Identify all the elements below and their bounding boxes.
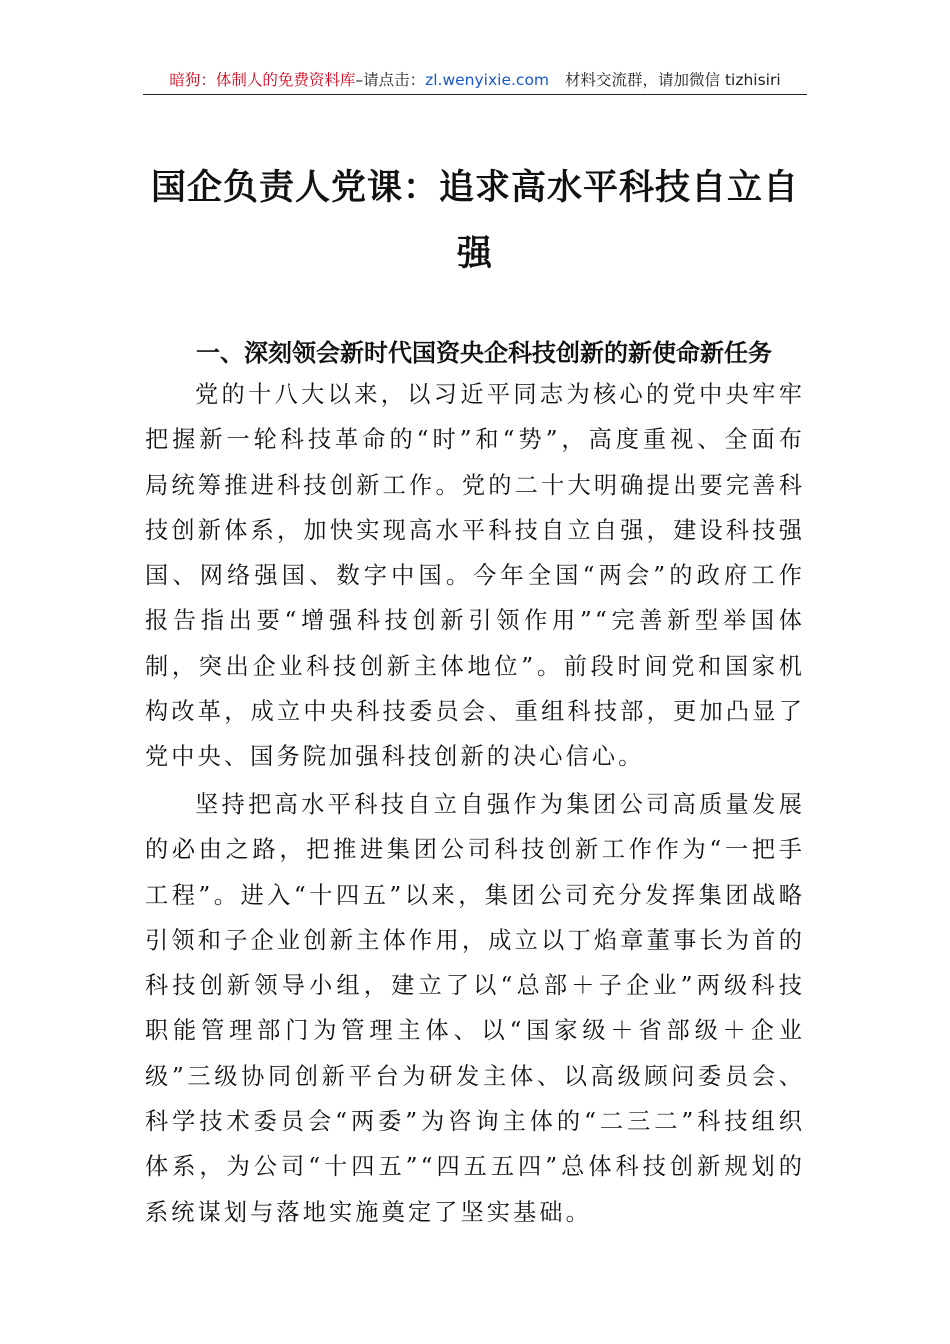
body-paragraph-1-block (145, 372, 805, 780)
document-title: 国企负责人党课：追求高水平科技自立自强 (150, 167, 799, 274)
page-header (143, 68, 807, 95)
body-paragraph: 坚持把高水平科技自立自强作为集团公司高质量发展的必由之路，把推进集团公司科技创新工作作为“一把手工程”。进入“十四五”以来，集团公司充分发挥集团战略引领和子企业创新主体作用，成立以丁焰章董事长为首的科技创新领导小组，建立了以“总部＋子企业”两级科技职能管理部门为管理主体、以“国家级＋省部级＋企业级”三级协同创新平台为研发主体、以高级顾问委员会、科学技术委员会“两委”为咨询主体的“二三二”科技组织体系，为公司“十四五”“四五五四”总体科技创新规划的系统谋划与落地实施奠定了坚实基础。 (145, 791, 805, 1226)
body-paragraph-2-block (145, 782, 805, 1235)
header-url-link[interactable]: zl.wenyixie.com (425, 71, 550, 89)
header-group-note: 材料交流群，请加微信 tizhisiri (565, 71, 781, 89)
header-brand: 暗狗：体制人的免费资料库 (169, 71, 356, 89)
body-paragraph: 党的十八大以来，以习近平同志为核心的党中央牢牢把握新一轮科技革命的“时”和“势”，高度重视、全面布局统筹推进科技创新工作。党的二十大明确提出要完善科技创新体系，加快实现高水平科技自立自强，建设科技强国、网络强国、数字中国。今年全国“两会”的政府工作报告指出要“增强科技创新引领作用”“完善新型举国体制，突出企业科技创新主体地位”。前段时间党和国家机构改革，成立中央科技委员会、重组科技部，更加凸显了党中央、国务院加强科技创新的决心信心。 (145, 381, 805, 771)
section-heading: 一、深刻领会新时代国资央企科技创新的新使命新任务 (196, 339, 772, 367)
header-prompt: –请点击： (355, 71, 426, 89)
